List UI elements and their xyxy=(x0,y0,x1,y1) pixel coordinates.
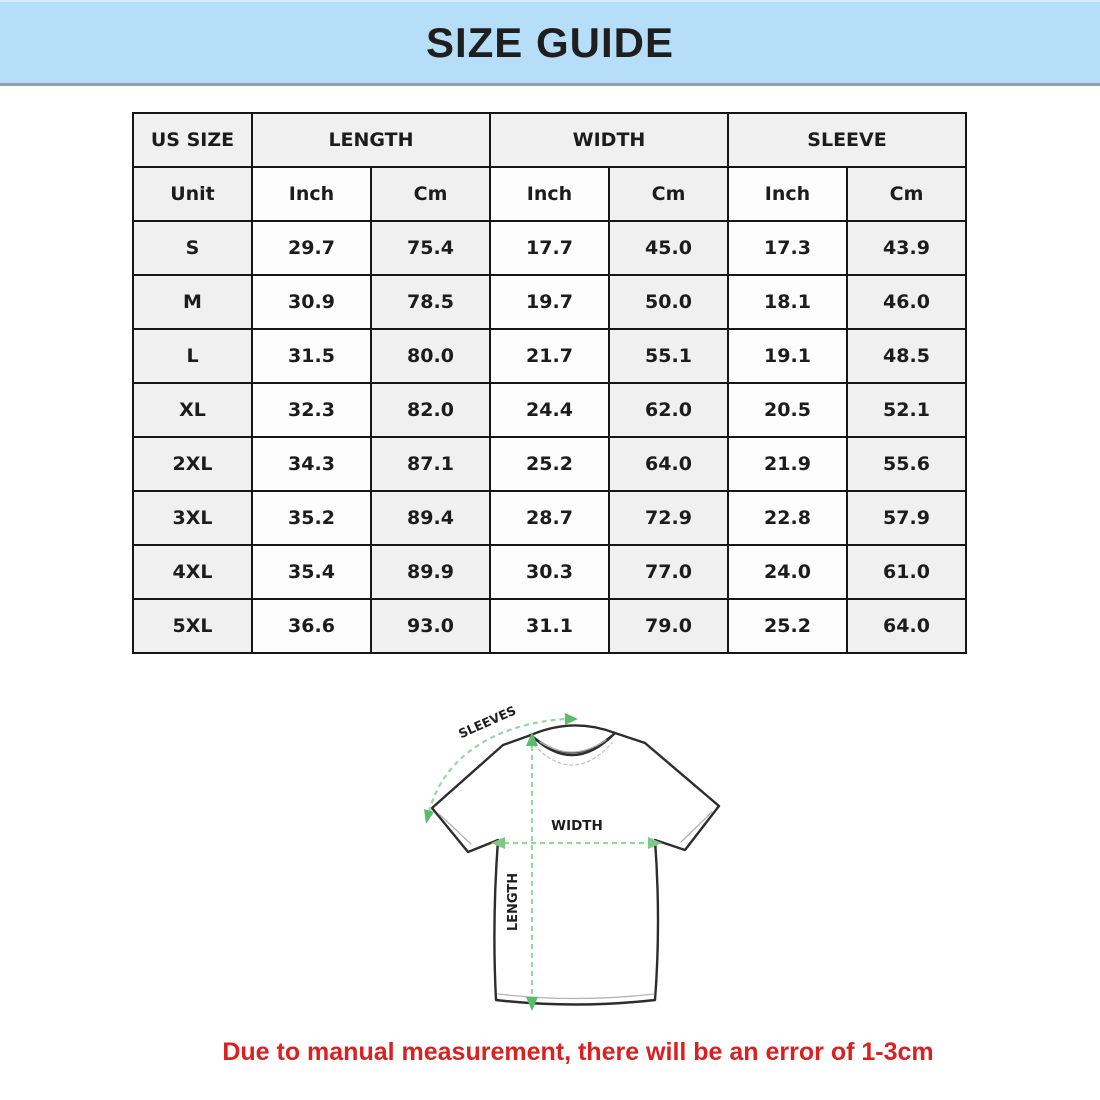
value-cell: 35.2 xyxy=(252,491,371,545)
value-cell: 30.3 xyxy=(490,545,609,599)
unit-header-cell: Cm xyxy=(847,167,966,221)
header-banner xyxy=(0,0,1100,86)
size-table-body xyxy=(133,221,966,653)
width-arrow xyxy=(491,818,662,849)
value-cell: 43.9 xyxy=(847,221,966,275)
size-cell: 5XL xyxy=(133,599,252,653)
unit-header-cell: Inch xyxy=(728,167,847,221)
value-cell: 31.1 xyxy=(490,599,609,653)
value-cell: 87.1 xyxy=(371,437,490,491)
value-cell: 72.9 xyxy=(609,491,728,545)
value-cell: 28.7 xyxy=(490,491,609,545)
value-cell: 35.4 xyxy=(252,545,371,599)
value-cell: 79.0 xyxy=(609,599,728,653)
value-cell: 45.0 xyxy=(609,221,728,275)
value-cell: 34.3 xyxy=(252,437,371,491)
value-cell: 64.0 xyxy=(847,599,966,653)
size-cell: 2XL xyxy=(133,437,252,491)
value-cell: 82.0 xyxy=(371,383,490,437)
table-row xyxy=(133,491,966,545)
value-cell: 17.3 xyxy=(728,221,847,275)
table-row xyxy=(133,545,966,599)
value-cell: 80.0 xyxy=(371,329,490,383)
value-cell: 25.2 xyxy=(728,599,847,653)
table-row xyxy=(133,329,966,383)
table-row xyxy=(133,383,966,437)
col-header-sleeve: SLEEVE xyxy=(728,113,966,167)
value-cell: 36.6 xyxy=(252,599,371,653)
value-cell: 77.0 xyxy=(609,545,728,599)
value-cell: 22.8 xyxy=(728,491,847,545)
value-cell: 18.1 xyxy=(728,275,847,329)
table-row xyxy=(133,437,966,491)
width-label: WIDTH xyxy=(551,818,603,834)
tshirt-outline xyxy=(432,725,719,1004)
value-cell: 57.9 xyxy=(847,491,966,545)
sleeves-arrowhead-bottom-icon xyxy=(424,809,434,824)
value-cell: 50.0 xyxy=(609,275,728,329)
size-cell: S xyxy=(133,221,252,275)
value-cell: 64.0 xyxy=(609,437,728,491)
tshirt-stitch-lines xyxy=(439,740,712,999)
value-cell: 30.9 xyxy=(252,275,371,329)
value-cell: 52.1 xyxy=(847,383,966,437)
page-title: SIZE GUIDE xyxy=(425,18,675,66)
tshirt-drawing-svg xyxy=(405,702,740,1017)
unit-header-row xyxy=(133,167,966,221)
value-cell: 29.7 xyxy=(252,221,371,275)
unit-header-cell: Cm xyxy=(371,167,490,221)
value-cell: 46.0 xyxy=(847,275,966,329)
value-cell: 21.7 xyxy=(490,329,609,383)
value-cell: 62.0 xyxy=(609,383,728,437)
size-cell: 4XL xyxy=(133,545,252,599)
table-row xyxy=(133,221,966,275)
sleeves-label: SLEEVES xyxy=(456,702,519,742)
length-arrow xyxy=(506,732,538,1011)
value-cell: 89.4 xyxy=(371,491,490,545)
unit-header-cell: Unit xyxy=(133,167,252,221)
col-header-length: LENGTH xyxy=(252,113,490,167)
unit-header-cell: Cm xyxy=(609,167,728,221)
size-cell: M xyxy=(133,275,252,329)
tshirt-diagram xyxy=(405,702,740,1017)
value-cell: 55.6 xyxy=(847,437,966,491)
value-cell: 93.0 xyxy=(371,599,490,653)
value-cell: 24.0 xyxy=(728,545,847,599)
table-row xyxy=(133,599,966,653)
unit-header-cell: Inch xyxy=(252,167,371,221)
value-cell: 61.0 xyxy=(847,545,966,599)
unit-header-cell: Inch xyxy=(490,167,609,221)
value-cell: 25.2 xyxy=(490,437,609,491)
value-cell: 19.1 xyxy=(728,329,847,383)
table-row xyxy=(133,275,966,329)
value-cell: 78.5 xyxy=(371,275,490,329)
value-cell: 21.9 xyxy=(728,437,847,491)
size-cell: 3XL xyxy=(133,491,252,545)
col-header-width: WIDTH xyxy=(490,113,728,167)
value-cell: 20.5 xyxy=(728,383,847,437)
size-cell: L xyxy=(133,329,252,383)
value-cell: 31.5 xyxy=(252,329,371,383)
size-cell: XL xyxy=(133,383,252,437)
length-label: LENGTH xyxy=(506,872,521,932)
value-cell: 55.1 xyxy=(609,329,728,383)
value-cell: 24.4 xyxy=(490,383,609,437)
sleeves-arrow xyxy=(424,703,578,824)
value-cell: 48.5 xyxy=(847,329,966,383)
sleeves-arrowhead-top-icon xyxy=(565,713,578,725)
value-cell: 32.3 xyxy=(252,383,371,437)
value-cell: 75.4 xyxy=(371,221,490,275)
col-header-us-size: US SIZE xyxy=(133,113,252,167)
value-cell: 89.9 xyxy=(371,545,490,599)
size-table xyxy=(132,112,967,654)
value-cell: 17.7 xyxy=(490,221,609,275)
value-cell: 19.7 xyxy=(490,275,609,329)
group-header-row xyxy=(133,113,966,167)
measurement-note: Due to manual measurement, there will be an error of 1-3cm xyxy=(222,1038,934,1066)
